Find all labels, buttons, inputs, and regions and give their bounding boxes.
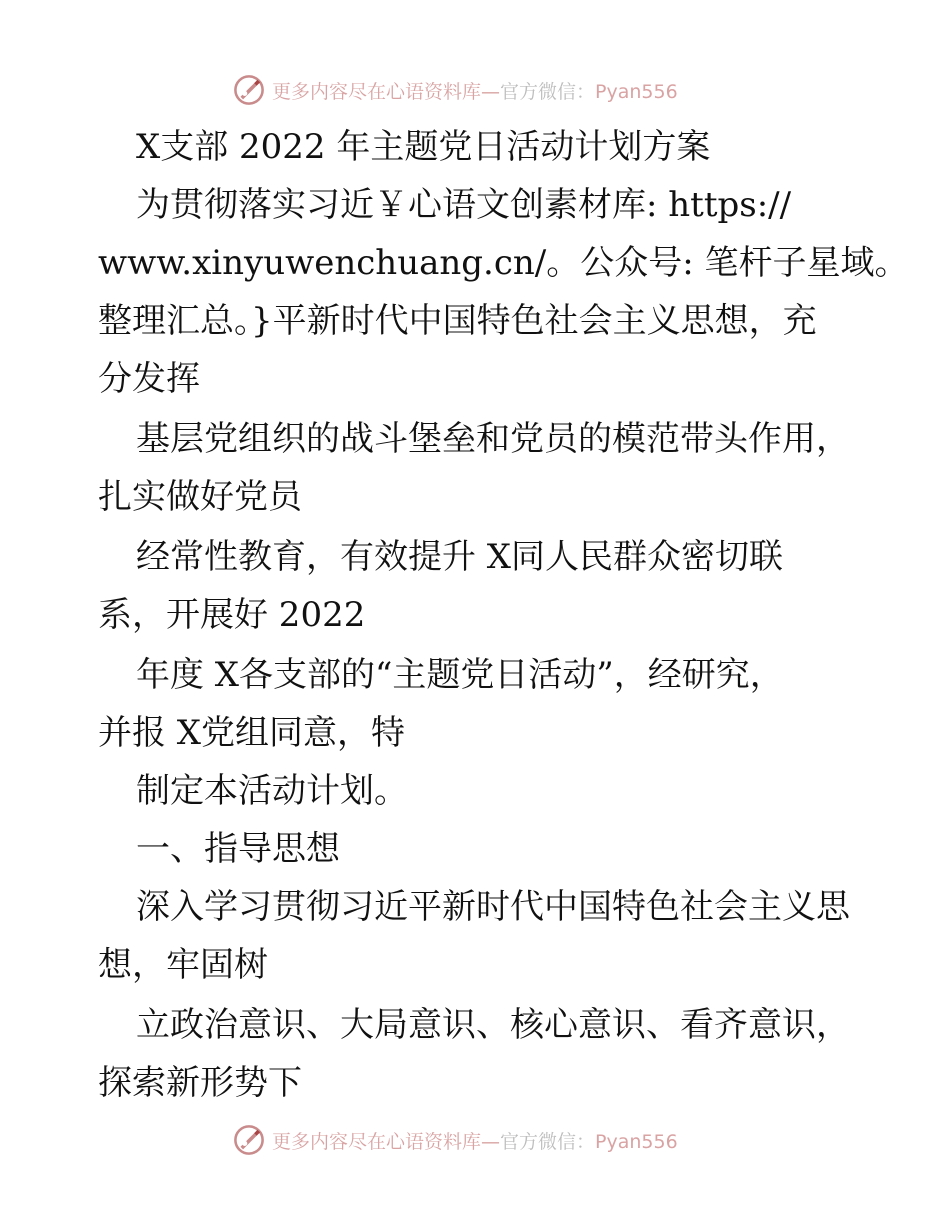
- paragraph-line: 想，牢固树: [98, 945, 268, 985]
- paragraph-line: 深入学习贯彻习近平新时代中国特色社会主义思: [136, 887, 850, 927]
- banner-wechat-label: 官方微信：: [500, 80, 596, 103]
- banner-wechat-id: Pyan556: [595, 80, 678, 103]
- paragraph-line: 制定本活动计划。: [136, 771, 408, 811]
- banner-main-text: 更多内容尽在心语资料库—: [272, 80, 501, 103]
- paragraph-line: www.xinyuwenchuang.cn/。公众号: 笔杆子星域。: [98, 243, 909, 283]
- paragraph-line: 扎实做好党员: [98, 477, 302, 517]
- logo-icon: [232, 73, 266, 107]
- paragraph-line: 基层党组织的战斗堡垒和党员的模范带头作用，: [136, 419, 850, 459]
- logo-icon: [232, 1123, 266, 1157]
- banner-wechat-label: 官方微信：: [500, 1130, 596, 1153]
- banner-content: [232, 70, 678, 110]
- paragraph-line: 为贯彻落实习近￥心语文创素材库: https://: [136, 185, 792, 225]
- document-title: X支部 2022 年主题党日活动计划方案: [136, 127, 711, 167]
- paragraph-line: 年度 X各支部的“主题党日活动”，经研究，: [136, 655, 784, 695]
- footer-banner: [0, 1120, 950, 1160]
- paragraph-line: 立政治意识、大局意识、核心意识、看齐意识，: [136, 1005, 850, 1045]
- banner-content: [232, 1120, 678, 1160]
- banner-wechat-id: Pyan556: [595, 1130, 678, 1153]
- banner-main-text: 更多内容尽在心语资料库—: [272, 1130, 501, 1153]
- paragraph-line: 分发挥: [98, 359, 200, 399]
- paragraph-line: 经常性教育，有效提升 X同人民群众密切联: [136, 537, 784, 577]
- paragraph-line: 并报 X党组同意，特: [98, 713, 406, 753]
- paragraph-line: 系，开展好 2022: [98, 595, 366, 635]
- paragraph-line: 探索新形势下: [98, 1063, 302, 1103]
- banner-text: [272, 77, 678, 104]
- paragraph-line: 整理汇总。}平新时代中国特色社会主义思想，充: [98, 301, 817, 341]
- header-banner: [0, 70, 950, 110]
- banner-text: [272, 1127, 678, 1154]
- section-heading: 一、指导思想: [136, 829, 340, 869]
